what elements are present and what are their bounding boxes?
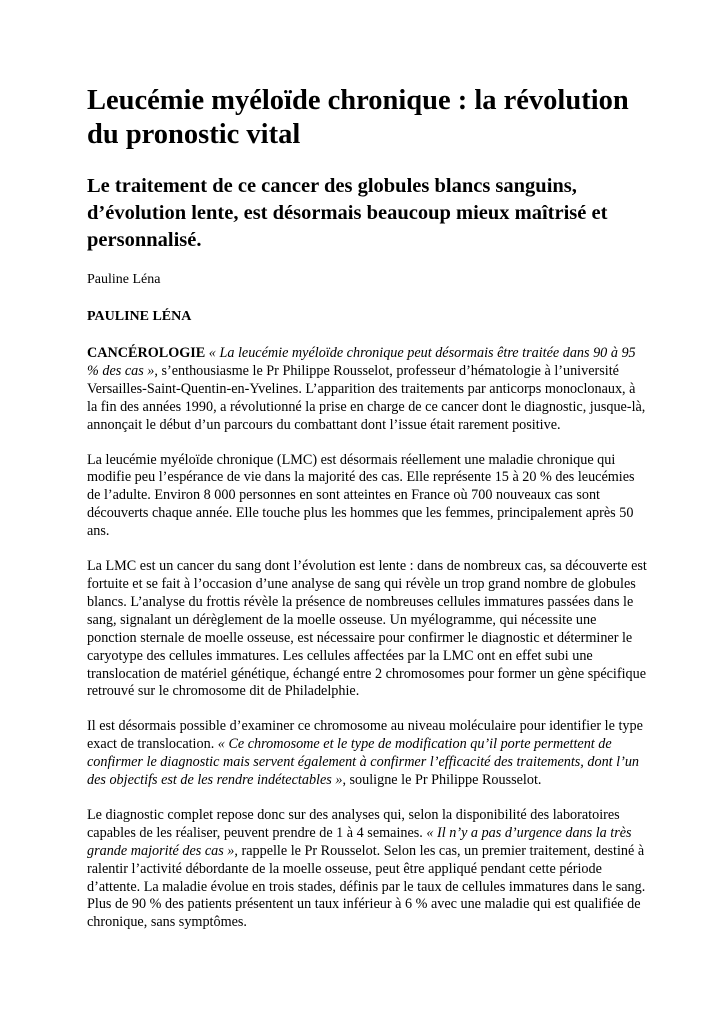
section-kicker: CANCÉROLOGIE <box>87 345 206 361</box>
quote-1: « La leucémie myéloïde chronique peut désormais être traitée dans 90 à 95 % des cas » <box>87 345 636 379</box>
paragraph-5-lead: Le diagnostic complet repose donc sur des analyses qui, selon la disponibilité des laboratoires capables de les réaliser, peuvent prendre de 1 à 4 semaines. <box>87 806 620 841</box>
article-title: Leucémie myéloïde chronique : la révolution du pronostic vital <box>87 85 629 150</box>
paragraph-5-text: , rappelle le Pr Rousselot. Selon les cas, un premier traitement, destiné à ralentir l’activité débordante de la moelle osseuse, peut être appliqué pendant cette période d’attente. La maladie évolue en trois stades, définis par le taux de cellules immatures dans le sang. Plus de 90 % des patients présentent un taux inférieur à 6 % avec une maladie qui est qualifiée de chronique, sans symptômes. <box>87 842 646 931</box>
quote-2: « Ce chromosome et le type de modification qu’il porte permettent de confirmer le diagnostic mais servent également à confirmer l’efficacité des traitements, dont l’un des objectifs est de les rendre indétectables » <box>87 736 640 789</box>
paragraph-4-text: , souligne le Pr Philippe Rousselot. <box>342 772 542 789</box>
paragraph-4 <box>87 718 647 790</box>
paragraph-5 <box>87 807 647 932</box>
quote-3: « Il n’y a pas d’urgence dans la très grande majorité des cas » <box>87 824 632 859</box>
paragraph-2: La leucémie myéloïde chronique (LMC) est désormais réellement une maladie chronique qui modifie peu l’espérance de vie dans la majorité des cas. Elle représente 15 à 20 % des leucémies de l’adulte. Environ 8 000 personnes en sont atteintes en France où 700 nouveaux cas sont découverts chaque année. Elle touche plus les hommes que les femmes, principalement après 50 ans. <box>87 451 635 540</box>
author-byline-caps: PAULINE LÉNA <box>87 309 192 324</box>
paragraph-4-lead: Il est désormais possible d’examiner ce chromosome au niveau moléculaire pour identifier le type exact de translocation. <box>87 718 643 753</box>
author-line: Pauline Léna <box>87 272 161 287</box>
paragraph-3: La LMC est un cancer du sang dont l’évolution est lente : dans de nombreux cas, sa découverte est fortuite et se fait à l’occasion d’une analyse de sang qui révèle un trop grand nombre de globules blancs. L’analyse du frottis révèle la présence de nombreuses cellules immatures passées dans le sang, signalant un dérèglement de la moelle osseuse. Un myélogramme, qui nécessite une ponction sternale de moelle osseuse, est nécessaire pour confirmer le diagnostic et déterminer le caryotype des cellules immatures. Les cellules affectées par la LMC ont en effet subi une translocation de matériel génétique, échangé entre 2 chromosomes pour former un gène spécifique retrouvé sur le chromosome dit de Philadelphie. <box>87 558 647 700</box>
paragraph-1-text: , s’enthousiasme le Pr Philippe Rousselot, professeur d’hématologie à l’université Versailles-Saint-Quentin-en-Yvelines. L’apparition des traitements par anticorps monoclonaux, à la fin des années 1990, a révolutionné la prise en charge de ce cancer dont le diagnostic, jusque-là, annonçait le début d’un parcours du combattant dont l’issue était rarement positive. <box>87 362 646 433</box>
article <box>87 84 647 932</box>
article-subtitle: Le traitement de ce cancer des globules blancs sanguins, d’évolution lente, est désormais beaucoup mieux maîtrisé et personnalisé. <box>87 175 608 251</box>
paragraph-1 <box>87 345 647 435</box>
